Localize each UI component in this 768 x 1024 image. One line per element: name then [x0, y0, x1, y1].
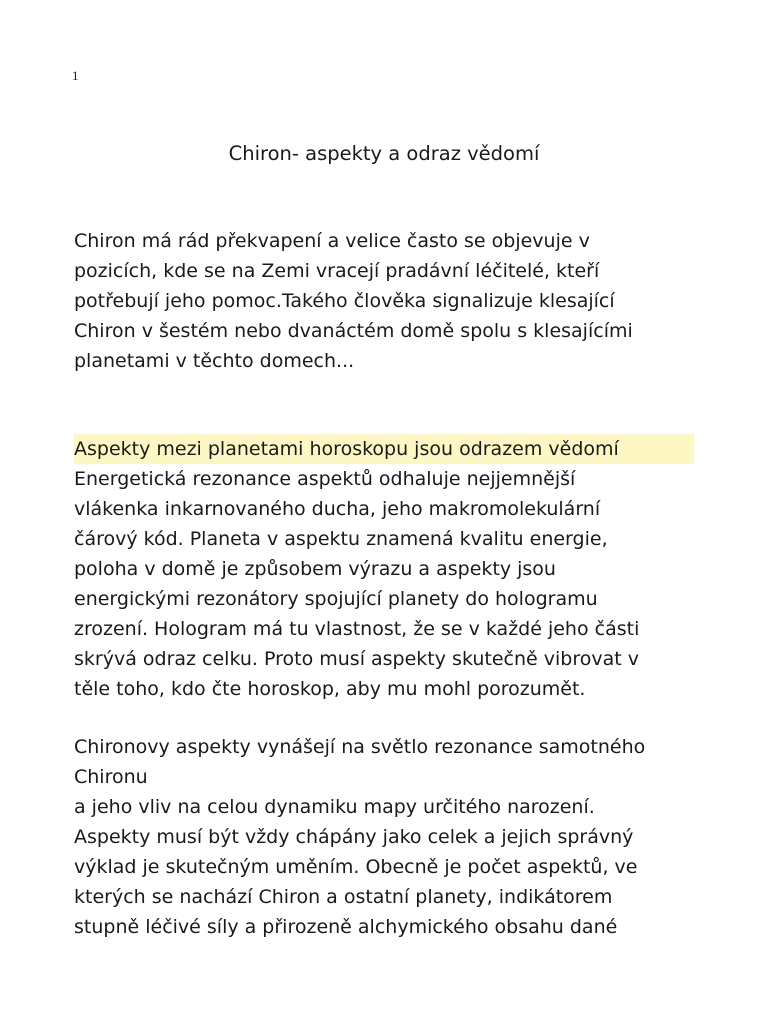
paragraph-line: Aspekty musí být vždy chápány jako celek a jejich správný: [74, 826, 634, 848]
paragraph-line: kterých se nachází Chiron a ostatní planety, indikátorem: [74, 886, 613, 908]
paragraph-line: stupně léčivé síly a přirozeně alchymického obsahu dané: [74, 916, 618, 938]
paragraph-line: těle toho, kdo čte horoskop, aby mu mohl porozumět.: [74, 678, 586, 700]
highlighted-heading: Aspekty mezi planetami horoskopu jsou odrazem vědomí: [74, 434, 694, 464]
paragraph-line: Chiron má rád překvapení a velice často se objevuje v: [74, 230, 590, 252]
aspects-section: [74, 434, 694, 704]
intro-paragraph: [74, 226, 633, 376]
paragraph-line: poloha v domě je způsobem výrazu a aspekty jsou: [74, 558, 556, 580]
document-title: Chiron- aspekty a odraz vědomí: [228, 142, 540, 165]
paragraph-line: planetami v těchto domech...: [74, 350, 355, 372]
paragraph-line: pozicích, kde se na Zemi vracejí pradávní léčitelé, kteří: [74, 260, 600, 282]
paragraph-line: potřebují jeho pomoc.Takého člověka signalizuje klesající: [74, 290, 615, 312]
page-number: 1: [72, 68, 79, 83]
chiron-aspects-paragraph: [74, 732, 645, 942]
paragraph-line: výklad je skutečným uměním. Obecně je počet aspektů, ve: [74, 856, 638, 878]
paragraph-line: zrození. Hologram má tu vlastnost, že se v každé jeho části: [74, 618, 640, 640]
paragraph-line: Chironovy aspekty vynášejí na světlo rezonance samotného: [74, 736, 646, 758]
paragraph-line: skrývá odraz celku. Proto musí aspekty skutečně vibrovat v: [74, 648, 639, 670]
paragraph-line: Energetická rezonance aspektů odhaluje nejjemnější: [74, 468, 576, 490]
paragraph-line: čárový kód. Planeta v aspektu znamená kvalitu energie,: [74, 528, 608, 550]
paragraph-line: Chiron v šestém nebo dvanáctém domě spolu s klesajícími: [74, 320, 633, 342]
paragraph-line: Chironu: [74, 766, 148, 788]
paragraph-line: energickými rezonátory spojující planety do hologramu: [74, 588, 598, 610]
paragraph-line: a jeho vliv na celou dynamiku mapy určitého narození.: [74, 796, 595, 818]
paragraph-line: vlákenka inkarnovaného ducha, jeho makromolekulární: [74, 498, 601, 520]
